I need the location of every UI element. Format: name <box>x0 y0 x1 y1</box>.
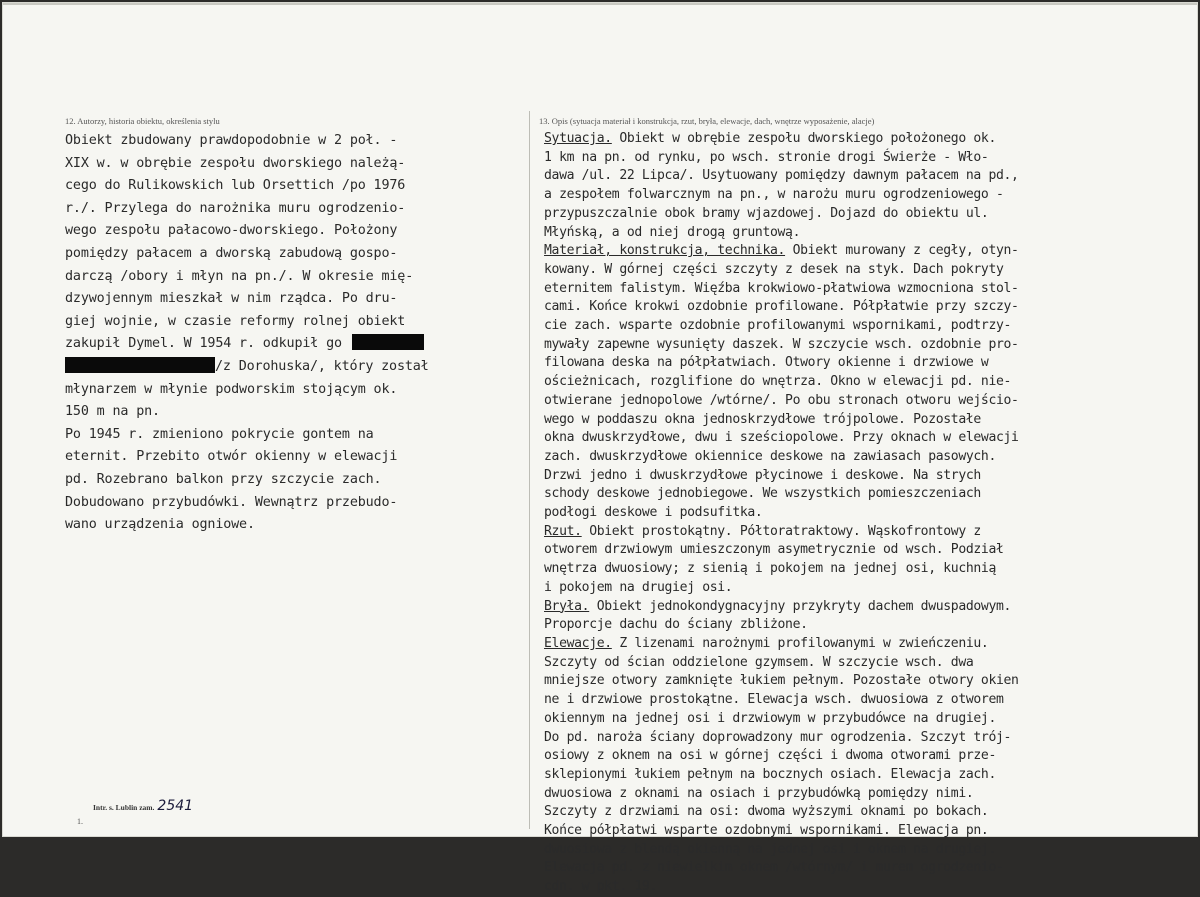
text-line <box>544 392 1199 411</box>
text-line <box>544 411 1199 430</box>
section-heading: Bryła. <box>544 598 590 614</box>
text-line-content: okna dwuskrzydłowe, dwu i sześciopolowe. Przy oknach w elewacji <box>544 430 1019 446</box>
text-line-content: dwuosiowa z oknami na osiach i przybudówką pomiędzy nimi. <box>544 785 974 801</box>
text-line <box>544 785 1199 804</box>
text-line <box>544 579 1199 598</box>
redaction-bar <box>65 357 215 373</box>
text-line <box>65 424 523 447</box>
text-line-content: Końce półpłatwi wsparte ozdobnymi wspornikami. Elewacja pn. <box>544 823 989 839</box>
text-line-content: dawa /ul. 22 Lipca/. Usytuowany pomiędzy dawnym pałacem na pd., <box>544 168 1019 184</box>
column-divider <box>529 111 530 829</box>
text-line-content: mniejsze otwory zamknięte łukiem pełnym. Pozostałe otwory okien <box>544 673 1019 689</box>
text-line <box>544 803 1199 822</box>
text-line <box>544 729 1199 748</box>
text-line-content: dwuosiowa z blendą okienną na jednej osi i oknem na drugiej. <box>544 841 996 857</box>
section-heading: Materiał, konstrukcja, technika. <box>544 243 786 259</box>
text-line <box>65 333 523 356</box>
text-line <box>65 243 523 266</box>
text-line <box>544 710 1199 729</box>
text-line <box>544 224 1199 243</box>
text-line <box>65 514 523 537</box>
text-line-content: młynarzem w młynie podworskim stojącym ok. <box>65 381 398 397</box>
text-line-content: wano urządzenia ogniowe. <box>65 517 255 533</box>
text-line-content: Do pd. naroża ściany doprowadzony mur ogrodzenia. Szczyt trój- <box>544 729 1012 745</box>
text-line <box>544 616 1199 635</box>
text-line <box>544 598 1199 617</box>
text-line <box>544 766 1199 785</box>
text-line-content: cami. Końce krokwi ozdobnie profilowane. Półpłatwie przy szczy- <box>544 299 1019 315</box>
text-line-content: pomiędzy pałacem a dworską zabudową gospo- <box>65 245 398 261</box>
text-line-content: Obiekt jednokondygnacyjny przykryty dachem dwuspadowym. <box>589 598 1012 614</box>
text-line-content: Obiekt prostokątny. Półtoratraktowy. Wąskofrontowy z <box>581 523 981 539</box>
text-line-content: Elewacja pd. z niewielkim oknem /wtórnym/ i murem ogrodzenio- <box>544 860 1004 876</box>
text-line-content: przypuszczalnie obok bramy wjazdowej. Dojazd do obiektu ul. <box>544 205 989 221</box>
text-line-content: zach. dwuskrzydłowe okiennice deskowe na zawiasach pasowych. <box>544 448 996 464</box>
text-line <box>544 635 1199 654</box>
text-line-content: 1 km na pn. od rynku, po wsch. stronie drogi Świerże - Wło- <box>544 149 989 165</box>
text-line-content: ne i drzwiowe prostokątne. Elewacja wsch. dwuosiowa z otworem <box>544 692 1004 708</box>
text-line-content: podłogi deskowe i podsufitka. <box>544 505 763 521</box>
text-line <box>65 220 523 243</box>
text-line <box>65 401 523 424</box>
redaction-bar <box>352 334 424 350</box>
text-line-content: Drzwi jedno i dwuskrzydłowe płycinowe i deskowe. Na strych <box>544 467 981 483</box>
section-heading: Elewacje. <box>544 635 612 651</box>
text-line <box>65 198 523 221</box>
text-line-content: a zespołem folwarcznym na pn., w narożu muru ogrodzeniowego - <box>544 187 1004 203</box>
text-line-content: 150 m na pn. <box>65 404 160 420</box>
text-line-content: Z lizenami narożnymi profilowanymi w zwieńczeniu. <box>611 635 989 651</box>
description-text <box>544 130 1199 897</box>
section-heading: Sytuacja. <box>544 131 612 146</box>
footer-label: Intr. s. Lublin zam. <box>93 803 155 812</box>
footer-reference <box>93 798 193 814</box>
text-line <box>544 280 1199 299</box>
footer-number: 2541 <box>157 798 194 814</box>
text-line <box>544 654 1199 673</box>
text-line <box>65 153 523 176</box>
text-line <box>544 523 1199 542</box>
text-line-content: cdn. w pkt. 19. <box>544 879 657 895</box>
text-line <box>544 130 1199 149</box>
text-line <box>544 747 1199 766</box>
text-line-content: Młyńską, a od niej drogą gruntową. <box>544 224 801 240</box>
corner-mark: 1. <box>77 817 83 826</box>
text-line-content: dzywojennym mieszkał w nim rządca. Po dru- <box>65 291 398 307</box>
text-line <box>65 469 523 492</box>
text-line <box>544 298 1199 317</box>
text-line-content: wego w poddaszu okna jednoskrzydłowe trójpolowe. Pozostałe <box>544 411 981 427</box>
text-line-content: r./. Przylega do narożnika muru ogrodzenio- <box>65 200 406 216</box>
text-line-content: Po 1945 r. zmieniono pokrycie gontem na <box>65 426 374 442</box>
text-line-content: zakupił Dymel. W 1954 r. odkupił go <box>65 336 342 352</box>
text-line <box>65 266 523 289</box>
text-line-content: sklepionymi łukiem pełnym na bocznych osiach. Elewacja zach. <box>544 766 996 782</box>
top-rule <box>3 3 1197 5</box>
text-line-content: eternitem falistym. Więźba krokwiowo-płatwiowa wzmocniona stol- <box>544 280 1019 296</box>
text-line-content: XIX w. w obrębie zespołu dworskiego należą- <box>65 155 406 171</box>
text-line <box>544 317 1199 336</box>
text-line-content: Szczyty z drzwiami na osi: dwoma wyższymi oknami po bokach. <box>544 804 989 820</box>
text-line <box>544 878 1199 897</box>
text-line-content: /z Dorohuska/, który został <box>215 358 429 374</box>
text-line <box>65 379 523 402</box>
section-heading: Rzut. <box>544 523 582 539</box>
text-line <box>544 261 1199 280</box>
text-line-content: pd. Rozebrano balkon przy szczycie zach. <box>65 471 382 487</box>
text-line <box>544 448 1199 467</box>
section-12-header: 12. Autorzy, historia obiektu, określenia stylu <box>65 116 220 126</box>
text-line <box>544 841 1199 860</box>
history-text <box>65 130 523 537</box>
text-line-content: Szczyty od ścian oddzielone gzymsem. W szczycie wsch. dwa <box>544 654 974 670</box>
text-line-content: i pokojem na drugiej osi. <box>544 579 733 595</box>
text-line-content: wnętrza dwuosiowy; z sienią i pokojem na jednej osi, kuchnią <box>544 561 996 577</box>
text-line <box>544 541 1199 560</box>
text-line-content: otworem drzwiowym umieszczonym asymetrycznie od wsch. Podział <box>544 542 1004 558</box>
text-line <box>544 822 1199 841</box>
text-line-content: wego zespołu pałacowo-dworskiego. Położony <box>65 223 398 239</box>
text-line <box>65 492 523 515</box>
text-line <box>544 149 1199 168</box>
text-line <box>544 859 1199 878</box>
text-line <box>544 336 1199 355</box>
text-line-content: ościeżnicach, rozglifione do wnętrza. Okno w elewacji pd. nie- <box>544 374 1012 390</box>
text-line-content: filowana deska na półpłatwiach. Otwory okienne i drzwiowe w <box>544 355 989 371</box>
text-line-content: Obiekt w obrębie zespołu dworskiego położonego ok. <box>611 131 997 146</box>
text-line <box>544 467 1199 486</box>
text-line <box>544 205 1199 224</box>
text-line <box>65 130 523 153</box>
text-line-content: okiennym na jednej osi i drzwiowym w przybudówce na drugiej. <box>544 710 996 726</box>
text-line-content: giej wojnie, w czasie reformy rolnej obiekt <box>65 313 406 329</box>
text-line <box>544 242 1199 261</box>
text-line-content: schody deskowe jednobiegowe. We wszystkich pomieszczeniach <box>544 486 981 502</box>
text-line-content: Dobudowano przybudówki. Wewnątrz przebudo- <box>65 494 398 510</box>
text-line-content: kowany. W górnej części szczyty z desek na styk. Dach pokryty <box>544 261 1004 277</box>
text-line <box>65 446 523 469</box>
text-line <box>65 175 523 198</box>
text-line <box>544 691 1199 710</box>
record-card <box>2 2 1198 895</box>
text-line-content: Obiekt murowany z cegły, otyn- <box>785 243 1019 259</box>
text-line-content: osiowy z oknem na osi w górnej części i dwoma otworami prze- <box>544 748 996 764</box>
text-line <box>544 354 1199 373</box>
text-line-content: Proporcje dachu do ściany zbliżone. <box>544 617 808 633</box>
text-line <box>65 356 523 379</box>
text-line-content: mywały zapewne wysunięty daszek. W szczycie wsch. ozdobnie pro- <box>544 336 1019 352</box>
text-line <box>544 485 1199 504</box>
text-line <box>65 311 523 334</box>
text-line <box>544 560 1199 579</box>
text-line <box>544 672 1199 691</box>
section-13-header: 13. Opis (sytuacja materiał i konstrukcja, rzut, bryła, elewacje, dach, wnętrze wyposażenie, alacje) <box>539 116 875 126</box>
text-line-content: cie zach. wsparte ozdobnie profilowanymi wspornikami, podtrzy- <box>544 318 1012 334</box>
text-line <box>544 373 1199 392</box>
text-line <box>65 288 523 311</box>
text-line-content: otwierane jednopolowe /wtórne/. Po obu stronach otworu wejścio- <box>544 392 1019 408</box>
text-line <box>544 167 1199 186</box>
text-line <box>544 186 1199 205</box>
text-line <box>544 429 1199 448</box>
text-line <box>544 504 1199 523</box>
text-line-content: eternit. Przebito otwór okienny w elewacji <box>65 449 398 465</box>
text-line-content: cego do Rulikowskich lub Orsettich /po 1976 <box>65 178 406 194</box>
text-line-content: darczą /obory i młyn na pn./. W okresie mię- <box>65 268 414 284</box>
text-line-content: Obiekt zbudowany prawdopodobnie w 2 poł. - <box>65 133 398 148</box>
